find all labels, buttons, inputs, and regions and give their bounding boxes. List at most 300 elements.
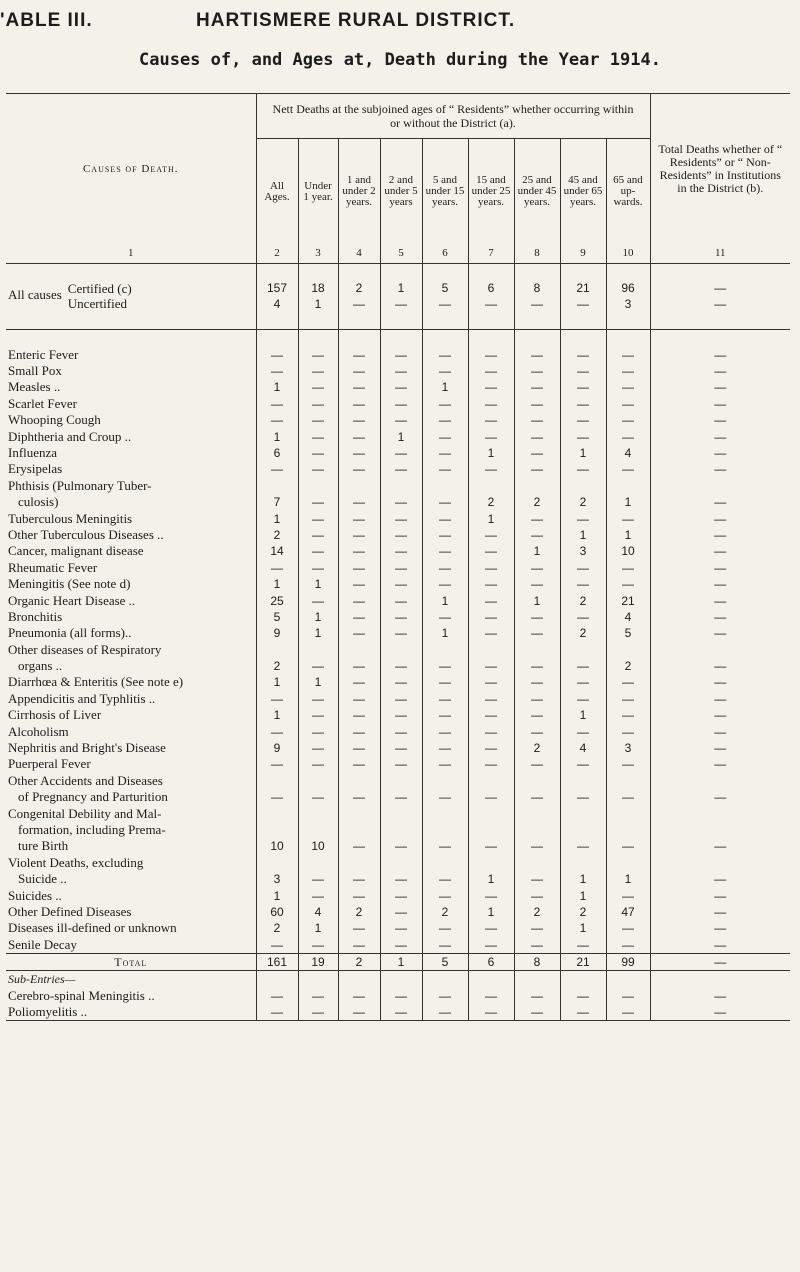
district-title: HARTISMERE RURAL DISTRICT. bbox=[196, 10, 516, 31]
cause-label bbox=[6, 789, 256, 805]
column-number: 3 bbox=[298, 245, 338, 264]
value-cell: 1 bbox=[256, 428, 298, 444]
value-cell: 1 bbox=[560, 445, 606, 461]
value-cell: — bbox=[380, 560, 422, 576]
value-cell: — bbox=[380, 527, 422, 543]
value-cell: — bbox=[606, 346, 650, 362]
value-cell: — bbox=[298, 592, 338, 608]
value-cell: — bbox=[338, 576, 380, 592]
value-cell: — bbox=[338, 494, 380, 510]
value-cell: — bbox=[380, 1004, 422, 1021]
value-cell: — bbox=[338, 379, 380, 395]
table-row bbox=[6, 789, 790, 805]
value-cell: — bbox=[468, 379, 514, 395]
cause-text: Measles .. bbox=[8, 379, 61, 395]
table-row bbox=[6, 871, 790, 887]
value-cell: 5 bbox=[422, 953, 468, 970]
table-row bbox=[6, 641, 790, 657]
value-cell: — bbox=[468, 609, 514, 625]
value-cell: — bbox=[338, 296, 380, 312]
value-cell: — bbox=[338, 920, 380, 936]
value-cell: — bbox=[606, 412, 650, 428]
value-cell: — bbox=[338, 756, 380, 772]
value-cell: — bbox=[560, 937, 606, 954]
value-cell: 10 bbox=[606, 543, 650, 559]
table-row bbox=[6, 461, 790, 477]
page-subtitle: Causes of, and Ages at, Death during the Year 1914. bbox=[139, 50, 661, 70]
value-cell: — bbox=[514, 510, 560, 526]
value-cell: 4 bbox=[256, 296, 298, 312]
value-cell: — bbox=[422, 789, 468, 805]
value-cell: — bbox=[560, 461, 606, 477]
value-cell: 1 bbox=[606, 527, 650, 543]
value-cell: 21 bbox=[560, 280, 606, 296]
value-cell: — bbox=[650, 494, 790, 510]
value-cell: 2 bbox=[560, 625, 606, 641]
value-cell: — bbox=[422, 428, 468, 444]
value-cell: — bbox=[338, 887, 380, 903]
value-cell: — bbox=[560, 789, 606, 805]
spacer-cell bbox=[606, 330, 650, 347]
value-cell: 2 bbox=[514, 904, 560, 920]
value-cell: 3 bbox=[606, 740, 650, 756]
value-cell: — bbox=[650, 412, 790, 428]
table-row bbox=[6, 838, 790, 854]
cause-label bbox=[6, 412, 256, 428]
value-cell: — bbox=[338, 609, 380, 625]
value-cell: — bbox=[606, 510, 650, 526]
value-cell: — bbox=[380, 592, 422, 608]
value-cell: — bbox=[560, 723, 606, 739]
cause-text: Phthisis (Pulmonary Tuber- bbox=[8, 477, 152, 493]
value-cell: 99 bbox=[606, 953, 650, 970]
value-cell: — bbox=[298, 396, 338, 412]
empty-cell bbox=[468, 641, 514, 657]
value-cell: — bbox=[298, 494, 338, 510]
value-cell: 1 bbox=[606, 871, 650, 887]
value-cell: — bbox=[514, 346, 560, 362]
empty-cell bbox=[606, 773, 650, 789]
value-cell: 1 bbox=[560, 920, 606, 936]
value-cell: — bbox=[298, 871, 338, 887]
value-cell: — bbox=[514, 920, 560, 936]
total-row bbox=[6, 953, 790, 970]
cause-text: Violent Deaths, excluding bbox=[8, 854, 144, 870]
spacer-cell bbox=[560, 313, 606, 330]
value-cell: — bbox=[650, 510, 790, 526]
empty-cell bbox=[560, 855, 606, 871]
spacer-cell bbox=[606, 313, 650, 330]
value-cell: — bbox=[338, 988, 380, 1004]
value-cell: — bbox=[422, 887, 468, 903]
value-cell: 161 bbox=[256, 953, 298, 970]
value-cell: — bbox=[380, 756, 422, 772]
value-cell: — bbox=[514, 363, 560, 379]
value-cell: — bbox=[298, 363, 338, 379]
value-cell: — bbox=[560, 296, 606, 312]
cause-text: Nephritis and Bright's Disease bbox=[8, 740, 166, 756]
value-cell: — bbox=[606, 937, 650, 954]
value-cell: 2 bbox=[560, 904, 606, 920]
cause-text: Senile Decay bbox=[8, 936, 77, 952]
value-cell: — bbox=[468, 625, 514, 641]
value-cell: — bbox=[422, 346, 468, 362]
value-cell: — bbox=[380, 609, 422, 625]
table-row bbox=[6, 937, 790, 954]
value-cell: — bbox=[380, 723, 422, 739]
empty-cell bbox=[560, 822, 606, 838]
value-cell: 2 bbox=[514, 740, 560, 756]
empty-cell bbox=[606, 641, 650, 657]
value-cell: — bbox=[422, 510, 468, 526]
table-row bbox=[6, 674, 790, 690]
value-cell: 1 bbox=[380, 428, 422, 444]
value-cell: — bbox=[514, 396, 560, 412]
table-row bbox=[6, 658, 790, 674]
spacer-cell bbox=[650, 313, 790, 330]
cause-text: Meningitis (See note d) bbox=[8, 576, 131, 592]
value-cell: — bbox=[422, 296, 468, 312]
value-cell: — bbox=[338, 740, 380, 756]
spacer-cell bbox=[422, 330, 468, 347]
value-cell: — bbox=[338, 691, 380, 707]
empty-cell bbox=[338, 805, 380, 821]
value-cell: — bbox=[468, 723, 514, 739]
value-cell: — bbox=[468, 789, 514, 805]
table-row bbox=[6, 625, 790, 641]
value-cell: 1 bbox=[422, 379, 468, 395]
value-cell: — bbox=[422, 363, 468, 379]
value-cell: 60 bbox=[256, 904, 298, 920]
value-cell: — bbox=[380, 904, 422, 920]
value-cell: — bbox=[338, 592, 380, 608]
value-cell: — bbox=[380, 296, 422, 312]
value-cell: — bbox=[380, 691, 422, 707]
table-row bbox=[6, 543, 790, 559]
value-cell: — bbox=[338, 445, 380, 461]
value-cell: — bbox=[650, 658, 790, 674]
empty-cell bbox=[256, 641, 298, 657]
cause-text: Other diseases of Respiratory bbox=[8, 641, 162, 657]
value-cell: — bbox=[560, 396, 606, 412]
value-cell: — bbox=[560, 674, 606, 690]
value-cell: — bbox=[468, 838, 514, 854]
value-cell: — bbox=[422, 937, 468, 954]
cause-label bbox=[6, 641, 256, 657]
value-cell: — bbox=[338, 707, 380, 723]
table-row bbox=[6, 263, 790, 280]
table-row bbox=[6, 428, 790, 444]
empty-cell bbox=[298, 855, 338, 871]
age-header: Under 1 year. bbox=[298, 139, 338, 245]
value-cell: 1 bbox=[256, 379, 298, 395]
value-cell: — bbox=[560, 576, 606, 592]
value-cell: — bbox=[338, 674, 380, 690]
value-cell: — bbox=[560, 691, 606, 707]
cause-header: Causes of Death. bbox=[82, 162, 179, 175]
value-cell: — bbox=[380, 576, 422, 592]
spacer-cell bbox=[606, 263, 650, 280]
value-cell: — bbox=[514, 756, 560, 772]
column-number: 11 bbox=[650, 245, 790, 264]
value-cell: — bbox=[468, 543, 514, 559]
value-cell: 25 bbox=[256, 592, 298, 608]
empty-cell bbox=[298, 822, 338, 838]
value-cell: — bbox=[650, 707, 790, 723]
cause-label bbox=[6, 855, 256, 871]
value-cell: — bbox=[256, 412, 298, 428]
spacer-cell bbox=[298, 330, 338, 347]
value-cell: — bbox=[650, 592, 790, 608]
empty-cell bbox=[514, 641, 560, 657]
value-cell: 1 bbox=[468, 904, 514, 920]
value-cell: — bbox=[606, 560, 650, 576]
cause-text: Scarlet Fever bbox=[8, 395, 77, 411]
value-cell: 1 bbox=[298, 625, 338, 641]
value-cell: — bbox=[380, 937, 422, 954]
value-cell: — bbox=[468, 363, 514, 379]
value-cell: — bbox=[560, 363, 606, 379]
value-cell: — bbox=[468, 346, 514, 362]
value-cell: — bbox=[514, 609, 560, 625]
empty-cell bbox=[650, 773, 790, 789]
spacer-cell bbox=[380, 263, 422, 280]
value-cell: — bbox=[606, 707, 650, 723]
value-cell: — bbox=[298, 756, 338, 772]
spacer-cell bbox=[338, 313, 380, 330]
value-cell: — bbox=[650, 445, 790, 461]
cause-label bbox=[6, 428, 256, 444]
value-cell: 1 bbox=[468, 445, 514, 461]
value-cell: 2 bbox=[338, 953, 380, 970]
cause-header-cell bbox=[6, 94, 256, 245]
cause-text: Cancer, malignant disease bbox=[8, 543, 144, 559]
value-cell: — bbox=[468, 756, 514, 772]
value-cell: — bbox=[468, 576, 514, 592]
cause-label bbox=[6, 363, 256, 379]
empty-cell bbox=[422, 822, 468, 838]
value-cell: 1 bbox=[298, 576, 338, 592]
value-cell: — bbox=[380, 461, 422, 477]
spacer-cell bbox=[256, 313, 298, 330]
value-cell: 1 bbox=[256, 887, 298, 903]
value-cell: — bbox=[338, 937, 380, 954]
empty-cell bbox=[338, 855, 380, 871]
table-label: 'ABLE III. bbox=[0, 10, 93, 31]
value-cell: — bbox=[422, 396, 468, 412]
empty-cell bbox=[422, 773, 468, 789]
value-cell: 1 bbox=[256, 510, 298, 526]
value-cell: — bbox=[606, 756, 650, 772]
empty-cell bbox=[560, 478, 606, 494]
value-cell: 5 bbox=[422, 280, 468, 296]
sub-entry-label: Cerebro-spinal Meningitis .. bbox=[8, 987, 155, 1003]
value-cell: — bbox=[606, 363, 650, 379]
value-cell: 1 bbox=[468, 510, 514, 526]
value-cell: — bbox=[650, 789, 790, 805]
empty-cell bbox=[468, 822, 514, 838]
value-cell: 1 bbox=[298, 920, 338, 936]
value-cell: 2 bbox=[338, 904, 380, 920]
value-cell: — bbox=[422, 674, 468, 690]
value-cell: — bbox=[380, 412, 422, 428]
cause-text: Diphtheria and Croup .. bbox=[8, 428, 132, 444]
value-cell: — bbox=[650, 988, 790, 1004]
value-cell: 1 bbox=[514, 592, 560, 608]
value-cell: — bbox=[338, 412, 380, 428]
cause-text: Whooping Cough bbox=[8, 412, 101, 428]
value-cell: — bbox=[514, 428, 560, 444]
value-cell: — bbox=[560, 379, 606, 395]
value-cell: 4 bbox=[560, 740, 606, 756]
value-cell: — bbox=[514, 988, 560, 1004]
value-cell: — bbox=[380, 988, 422, 1004]
table-row bbox=[6, 396, 790, 412]
cause-text: Alcoholism bbox=[8, 723, 69, 739]
value-cell: 10 bbox=[256, 838, 298, 854]
empty-cell bbox=[606, 971, 650, 988]
value-cell: — bbox=[650, 461, 790, 477]
value-cell: — bbox=[650, 953, 790, 970]
value-cell: 21 bbox=[606, 592, 650, 608]
value-cell: — bbox=[650, 740, 790, 756]
value-cell: — bbox=[560, 988, 606, 1004]
table-row bbox=[6, 478, 790, 494]
value-cell: 1 bbox=[298, 609, 338, 625]
value-cell: — bbox=[560, 1004, 606, 1021]
cause-label bbox=[6, 838, 256, 854]
value-cell: — bbox=[650, 560, 790, 576]
deaths-table bbox=[6, 93, 790, 1021]
empty-cell bbox=[650, 855, 790, 871]
value-cell: — bbox=[338, 346, 380, 362]
table-row bbox=[6, 904, 790, 920]
cause-label bbox=[6, 691, 256, 707]
age-header: 5 and under 15 years. bbox=[422, 139, 468, 245]
value-cell: — bbox=[650, 280, 790, 296]
value-cell: — bbox=[256, 396, 298, 412]
cause-text: of Pregnancy and Parturition bbox=[18, 789, 168, 805]
table-row bbox=[6, 510, 790, 526]
empty-cell bbox=[468, 971, 514, 988]
table-row bbox=[6, 592, 790, 608]
empty-cell bbox=[380, 773, 422, 789]
cause-label bbox=[6, 822, 256, 838]
value-cell: 1 bbox=[422, 625, 468, 641]
cause-text: Enteric Fever bbox=[8, 346, 79, 362]
value-cell: — bbox=[606, 1004, 650, 1021]
table-row bbox=[6, 773, 790, 789]
value-cell: — bbox=[468, 396, 514, 412]
value-cell: — bbox=[468, 658, 514, 674]
value-cell: — bbox=[422, 412, 468, 428]
cause-text: Diseases ill-defined or unknown bbox=[8, 920, 177, 936]
value-cell: 2 bbox=[256, 658, 298, 674]
cause-text: Congenital Debility and Mal- bbox=[8, 805, 162, 821]
column-number: 4 bbox=[338, 245, 380, 264]
empty-cell bbox=[298, 971, 338, 988]
spacer-cell bbox=[514, 263, 560, 280]
value-cell: — bbox=[606, 789, 650, 805]
table-row bbox=[6, 346, 790, 362]
value-cell: — bbox=[380, 789, 422, 805]
value-cell: 2 bbox=[514, 494, 560, 510]
column-number: 1 bbox=[128, 247, 134, 259]
value-cell: — bbox=[380, 363, 422, 379]
spacer-cell bbox=[256, 330, 298, 347]
value-cell: 1 bbox=[298, 674, 338, 690]
value-cell: — bbox=[468, 887, 514, 903]
value-cell: — bbox=[338, 510, 380, 526]
empty-cell bbox=[606, 822, 650, 838]
empty-cell bbox=[298, 773, 338, 789]
value-cell: 4 bbox=[606, 445, 650, 461]
table-row bbox=[6, 445, 790, 461]
value-cell: — bbox=[298, 543, 338, 559]
cause-text: Appendicitis and Typhlitis .. bbox=[8, 690, 156, 706]
value-cell: — bbox=[422, 920, 468, 936]
empty-cell bbox=[380, 641, 422, 657]
empty-cell bbox=[650, 805, 790, 821]
cause-label bbox=[6, 773, 256, 789]
value-cell: — bbox=[650, 543, 790, 559]
value-cell: — bbox=[298, 1004, 338, 1021]
empty-cell bbox=[380, 855, 422, 871]
value-cell: — bbox=[514, 937, 560, 954]
value-cell: — bbox=[338, 428, 380, 444]
table-row bbox=[6, 1004, 790, 1021]
value-cell: — bbox=[560, 412, 606, 428]
cause-label bbox=[6, 707, 256, 723]
value-cell: — bbox=[422, 576, 468, 592]
value-cell: — bbox=[606, 691, 650, 707]
value-cell: — bbox=[560, 658, 606, 674]
value-cell: — bbox=[468, 1004, 514, 1021]
spacer-cell bbox=[468, 263, 514, 280]
empty-cell bbox=[468, 773, 514, 789]
value-cell: — bbox=[468, 920, 514, 936]
empty-cell bbox=[338, 773, 380, 789]
cause-text: ture Birth bbox=[18, 838, 69, 854]
value-cell: — bbox=[256, 756, 298, 772]
value-cell: — bbox=[514, 527, 560, 543]
cause-label bbox=[6, 576, 256, 592]
empty-cell bbox=[650, 478, 790, 494]
value-cell: — bbox=[380, 510, 422, 526]
empty-cell bbox=[338, 971, 380, 988]
value-cell: — bbox=[422, 494, 468, 510]
table-row bbox=[6, 363, 790, 379]
value-cell: — bbox=[422, 609, 468, 625]
empty-cell bbox=[256, 773, 298, 789]
empty-cell bbox=[606, 805, 650, 821]
total-label: Total bbox=[6, 953, 256, 970]
value-cell: 1 bbox=[298, 296, 338, 312]
empty-cell bbox=[606, 855, 650, 871]
value-cell: — bbox=[422, 740, 468, 756]
cause-label bbox=[6, 609, 256, 625]
value-cell: — bbox=[422, 707, 468, 723]
empty-cell bbox=[256, 478, 298, 494]
cause-text: Rheumatic Fever bbox=[8, 559, 98, 575]
column-number: 9 bbox=[560, 245, 606, 264]
value-cell: — bbox=[422, 988, 468, 1004]
value-cell: — bbox=[338, 723, 380, 739]
cause-text: Puerperal Fever bbox=[8, 756, 91, 772]
value-cell: — bbox=[338, 560, 380, 576]
value-cell: 1 bbox=[560, 871, 606, 887]
empty-cell bbox=[380, 822, 422, 838]
